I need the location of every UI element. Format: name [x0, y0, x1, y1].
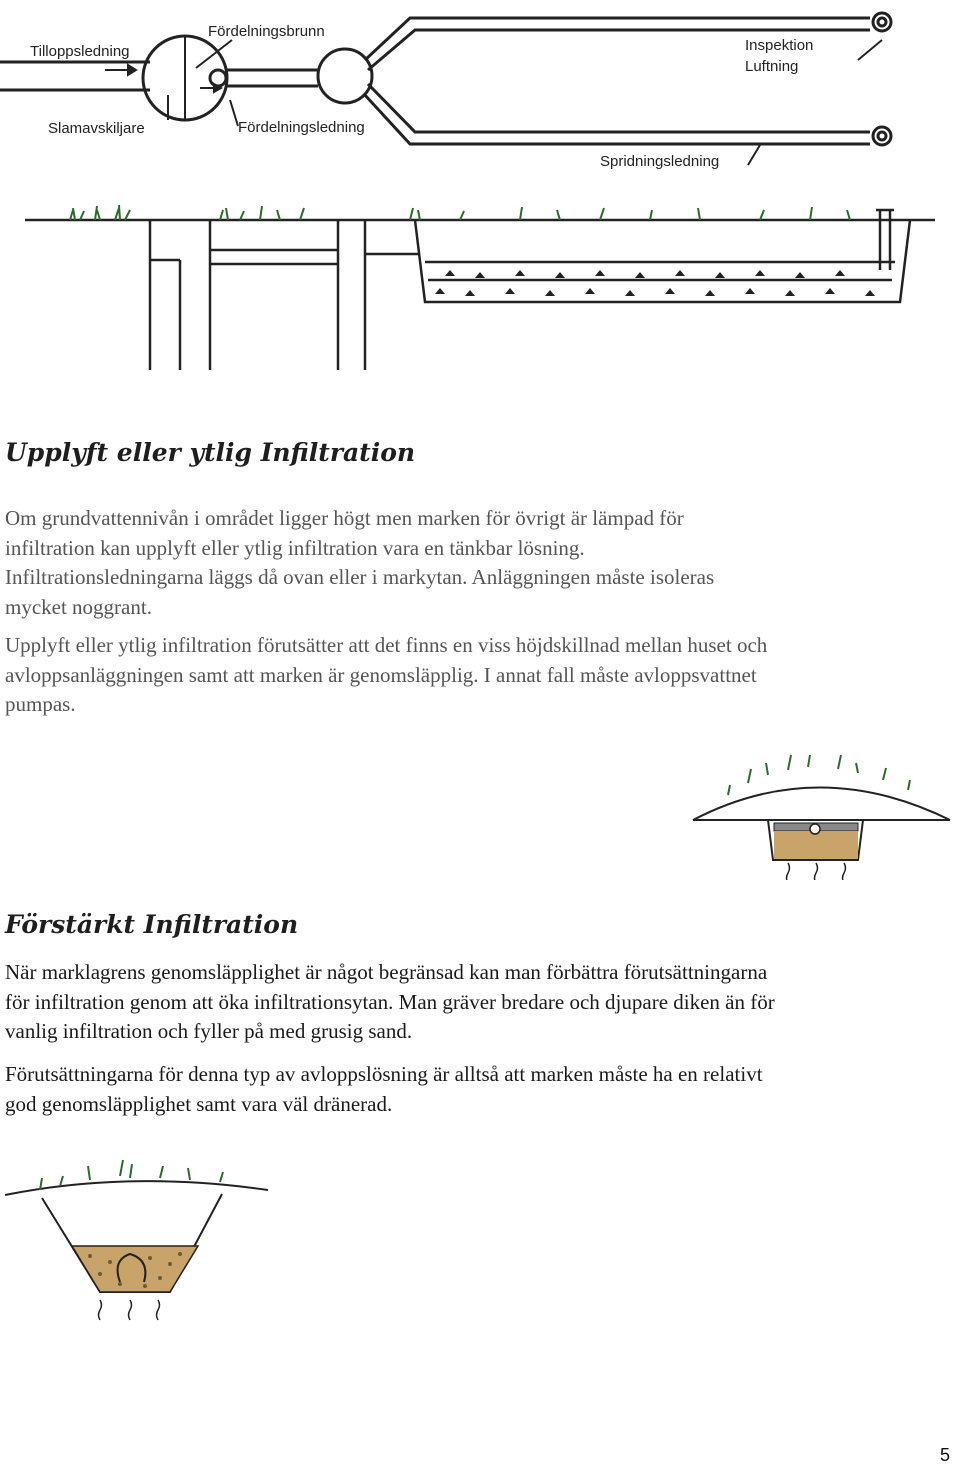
mound-infiltration-illustration [688, 745, 958, 880]
distribution-well-label: Fördelningsbrunn [208, 23, 325, 40]
text-line: mycket noggrant. [5, 594, 152, 619]
spreading-pipe-label: Spridningsledning [600, 153, 720, 170]
inspection-label: Inspektion [745, 37, 814, 54]
text-line: Infiltrationsledningarna läggs då ovan eller i markytan. Anläggningen måste isoleras [5, 565, 715, 589]
text-line: avloppsanläggningen samt att marken är genomsläpplig. I annat fall måste avloppsvattnet [5, 662, 757, 687]
paragraph-raised-intro [5, 504, 955, 622]
text-line: Förutsättningarna för denna typ av avloppslösning är alltså att marken måste ha en relativt [5, 1062, 763, 1086]
text-line: för infiltration genom att öka infiltrationsytan. Man gräver bredare och djupare diken än för [5, 989, 775, 1014]
reinforced-trench-illustration [0, 1150, 280, 1340]
text-line: När marklagrens genomsläpplighet är något begränsad kan man förbättra förutsättningarna [5, 960, 768, 984]
paragraph-raised-requirements [5, 631, 955, 720]
infiltration-section-diagram [0, 180, 960, 405]
distribution-pipe-label: Fördelningsledning [238, 119, 365, 136]
text-line: pumpas. [5, 692, 76, 716]
paragraph-reinforced-requirements [5, 1060, 955, 1119]
ventilation-label: Luftning [745, 58, 799, 75]
septic-tank-label: Slamavskiljare [48, 120, 145, 137]
text-line: vanlig infiltration och fyller på med grusig sand. [5, 1019, 413, 1043]
text-line: god genomsläpplighet samt vara väl dränerad. [5, 1091, 393, 1116]
section-heading-reinforced-infiltration: Förstärkt Infiltration [5, 910, 299, 939]
page-number: 5 [940, 1445, 951, 1465]
infiltration-plan-diagram [0, 0, 960, 200]
text-line: Om grundvattennivån i området ligger högt men marken för övrigt är lämpad för [5, 506, 684, 530]
inlet-pipe-label: Tilloppsledning [30, 43, 130, 60]
paragraph-reinforced-intro [5, 958, 955, 1047]
text-line: infiltration kan upplyft eller ytlig infiltration vara en tänkbar lösning. [5, 535, 585, 560]
section-heading-raised-infiltration: Upplyft eller ytlig Infiltration [5, 438, 416, 467]
text-line: Upplyft eller ytlig infiltration förutsätter att det finns en viss höjdskillnad mellan huset och [5, 633, 768, 657]
